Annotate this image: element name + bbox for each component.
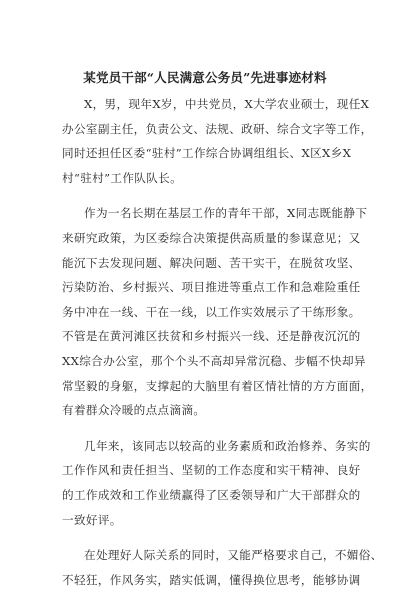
text-line: 能沉下去发现问题、解决问题、苦干实干，在脱贫攻坚、 <box>62 255 361 270</box>
text-line: 同时还担任区委“驻村”工作综合协调组组长、X区X乡X <box>62 146 352 161</box>
paragraph-3 <box>62 434 371 532</box>
text-line: 几年来，该同志以较高的业务素质和政治修养、务实的 <box>84 438 371 453</box>
text-line: 不轻狂，作风务实，踏实低调，懂得换位思考，能够协调 <box>62 572 361 587</box>
document-body <box>62 92 383 592</box>
text-line: 污染防治、乡村振兴、项目推进等重点工作和急难险重任 <box>62 280 361 295</box>
paragraph-1 <box>62 92 373 190</box>
text-line: 办公室副主任，负责公文、法规、政研、综合文字等工作， <box>62 121 373 136</box>
text-line: 不管是在黄河滩区扶贫和乡村振兴一线、还是静夜沉沉的 <box>62 329 361 344</box>
text-line: 务中冲在一线、干在一线，以工作实效展示了干练形象。 <box>62 304 361 319</box>
text-line: 在处理好人际关系的同时，又能严格要求自己，不媚俗、 <box>84 548 383 563</box>
text-line: 工作作风和责任担当、坚韧的工作态度和实干精神、良好 <box>62 463 361 478</box>
paragraph-2 <box>62 201 373 422</box>
text-line: 有着群众冷暖的点点滴滴。 <box>62 403 206 418</box>
text-line: 村“驻村”工作队队长。 <box>62 170 183 185</box>
text-line: 作为一名长期在基层工作的青年干部，X同志既能静下 <box>84 206 368 221</box>
text-line: 一致好评。 <box>62 512 122 527</box>
paragraph-4 <box>62 543 383 592</box>
text-line: 的工作成效和工作业绩赢得了区委领导和广大干部群众的 <box>62 487 361 502</box>
text-line: 来研究政策，为区委综合决策提供高质量的参谋意见；又 <box>62 230 361 245</box>
document-title: 某党员干部“人民满意公务员”先进事迹材料 <box>83 70 327 85</box>
text-line: 常坚毅的身躯，支撑起的大脑里有着区情社情的方方面面， <box>62 378 373 393</box>
text-line: X，男，现年X岁，中共党员，X大学农业硕士，现任X <box>84 97 370 111</box>
text-line: XX综合办公室，那个个头不高却异常沉稳、步幅不快却异 <box>62 353 366 368</box>
